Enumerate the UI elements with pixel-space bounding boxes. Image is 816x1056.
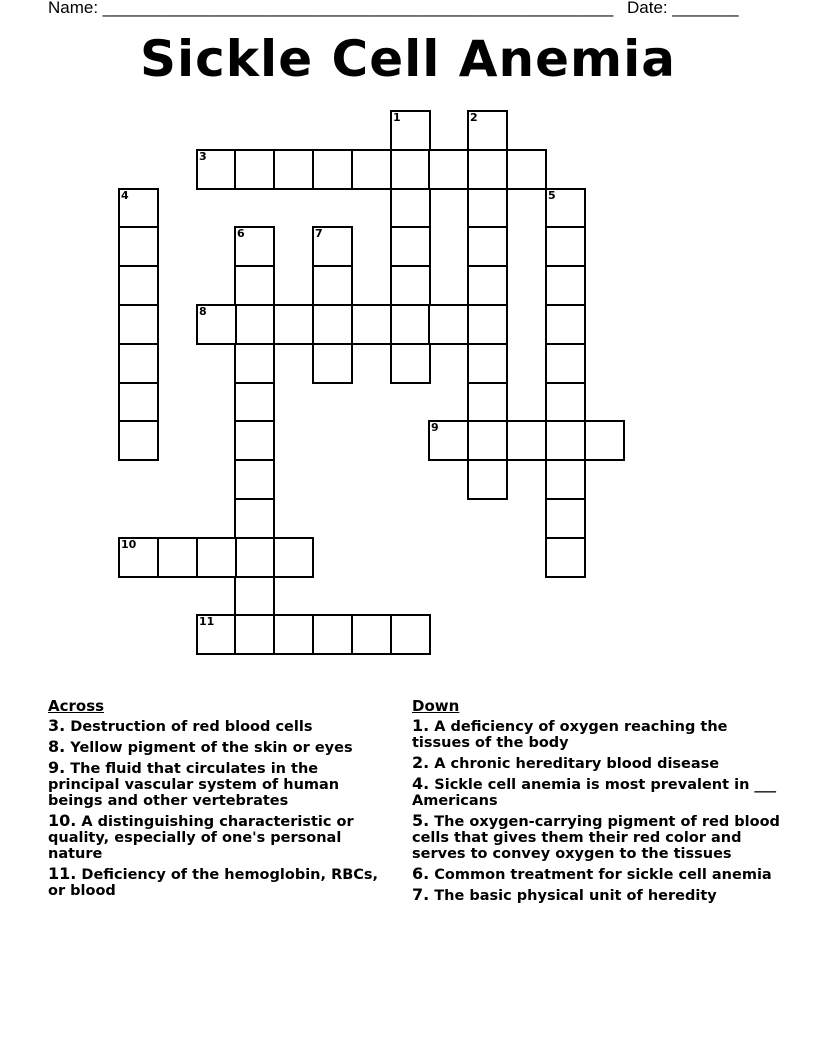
crossword-cell[interactable] [428,149,469,190]
clue-number: 3. [48,716,66,735]
crossword-cell[interactable] [118,226,159,267]
clue-text: The fluid that circulates in the principal vascular system of human beings and other vertebrates [48,761,340,809]
crossword-cell[interactable] [467,110,508,151]
cell-number: 7 [315,227,323,240]
crossword-cell[interactable] [234,420,275,461]
clue-number: 8. [48,737,66,756]
crossword-cell[interactable] [234,265,275,306]
crossword-cell[interactable] [118,382,159,423]
crossword-cell[interactable] [390,265,431,306]
crossword-cell[interactable] [584,420,625,461]
clue-number: 5. [412,811,430,830]
crossword-cell[interactable] [234,576,275,617]
crossword-cell[interactable] [467,188,508,229]
clue-text: Sickle cell anemia is most prevalent in ___ Americans [412,777,777,809]
across-clues [48,698,393,903]
crossword-cell[interactable] [118,537,159,578]
crossword-cell[interactable] [312,226,353,267]
crossword-cell[interactable] [196,149,237,190]
crossword-cell[interactable] [545,188,586,229]
crossword-cell[interactable] [118,188,159,229]
down-clue [412,755,782,772]
crossword-cell[interactable] [118,343,159,384]
crossword-cell[interactable] [118,265,159,306]
across-clue [48,866,393,899]
down-clue [412,887,782,904]
down-clue [412,866,782,883]
crossword-cell[interactable] [234,537,275,578]
clue-text: Destruction of red blood cells [70,719,313,735]
crossword-cell[interactable] [118,304,159,345]
crossword-cell[interactable] [545,382,586,423]
date-field[interactable]: Date: _______ [627,0,739,17]
down-clues [412,698,782,908]
clue-text: A deficiency of oxygen reaching the tissues of the body [412,719,728,751]
crossword-cell[interactable] [390,614,431,655]
crossword-cell[interactable] [545,537,586,578]
cell-number: 8 [199,305,207,318]
crossword-cell[interactable] [390,304,431,345]
cell-number: 11 [199,615,215,628]
cell-number: 6 [237,227,245,240]
down-clue [412,718,782,751]
crossword-cell[interactable] [234,226,275,267]
crossword-cell[interactable] [118,420,159,461]
clue-text: A chronic hereditary blood disease [434,756,720,772]
crossword-cell[interactable] [467,304,508,345]
across-clue [48,739,393,756]
crossword-cell[interactable] [545,265,586,306]
crossword-cell[interactable] [428,304,469,345]
down-clue [412,813,782,862]
crossword-cell[interactable] [390,188,431,229]
down-clue [412,776,782,809]
page-title: Sickle Cell Anemia [140,30,676,88]
crossword-cell[interactable] [273,149,314,190]
crossword-cell[interactable] [234,459,275,500]
clue-text: Yellow pigment of the skin or eyes [70,740,353,756]
crossword-cell[interactable] [467,459,508,500]
crossword-cell[interactable] [312,614,353,655]
clue-number: 1. [412,716,430,735]
cell-number: 2 [470,111,478,124]
crossword-cell[interactable] [196,614,237,655]
crossword-cell[interactable] [467,226,508,267]
crossword-cell[interactable] [312,149,353,190]
crossword-cell[interactable] [545,343,586,384]
clue-number: 10. [48,811,77,830]
crossword-cell[interactable] [273,614,314,655]
clue-number: 4. [412,774,430,793]
down-heading: Down [412,697,460,715]
crossword-cell[interactable] [545,226,586,267]
clue-text: A distinguishing characteristic or quality, especially of one's personal nature [48,814,354,862]
crossword-cell[interactable] [390,343,431,384]
across-heading: Across [48,697,105,715]
crossword-cell[interactable] [428,420,469,461]
crossword-cell[interactable] [273,304,314,345]
cell-number: 9 [431,421,439,434]
across-clue [48,813,393,862]
crossword-cell[interactable] [157,537,198,578]
clue-text: The basic physical unit of heredity [434,888,717,904]
crossword-cell[interactable] [467,343,508,384]
clue-text: The oxygen-carrying pigment of red blood cells that gives them their red color and serves to convey oxygen to the tissues [412,814,780,862]
crossword-cell[interactable] [234,614,275,655]
crossword-cell[interactable] [312,304,353,345]
crossword-cell[interactable] [196,537,237,578]
crossword-cell[interactable] [506,420,547,461]
crossword-cell[interactable] [467,265,508,306]
crossword-cell[interactable] [273,537,314,578]
across-clue [48,718,393,735]
cell-number: 4 [121,189,129,202]
crossword-cell[interactable] [234,498,275,539]
cell-number: 1 [393,111,401,124]
crossword-cell[interactable] [351,149,392,190]
crossword-cell[interactable] [312,343,353,384]
name-field[interactable]: Name: ______________________________________________________ [48,0,614,17]
crossword-cell[interactable] [545,459,586,500]
clue-number: 7. [412,885,430,904]
crossword-cell[interactable] [545,304,586,345]
crossword-cell[interactable] [234,382,275,423]
clue-text: Deficiency of the hemoglobin, RBCs, or blood [48,867,379,899]
crossword-cell[interactable] [467,420,508,461]
crossword-cell[interactable] [312,265,353,306]
cell-number: 5 [548,189,556,202]
across-clue [48,760,393,809]
cell-number: 3 [199,150,207,163]
clue-number: 11. [48,864,77,883]
crossword-cell[interactable] [467,149,508,190]
clue-number: 2. [412,753,430,772]
crossword-cell[interactable] [390,149,431,190]
clue-number: 9. [48,758,66,777]
crossword-cell[interactable] [545,420,586,461]
cell-number: 10 [121,538,137,551]
crossword-cell[interactable] [390,110,431,151]
crossword-cell[interactable] [351,614,392,655]
crossword-cell[interactable] [234,304,275,345]
crossword-cell[interactable] [351,304,392,345]
crossword-cell[interactable] [545,498,586,539]
clue-number: 6. [412,864,430,883]
clue-text: Common treatment for sickle cell anemia [434,867,772,883]
crossword-cell[interactable] [506,149,547,190]
crossword-cell[interactable] [234,343,275,384]
crossword-cell[interactable] [467,382,508,423]
crossword-cell[interactable] [390,226,431,267]
crossword-cell[interactable] [234,149,275,190]
crossword-cell[interactable] [196,304,237,345]
